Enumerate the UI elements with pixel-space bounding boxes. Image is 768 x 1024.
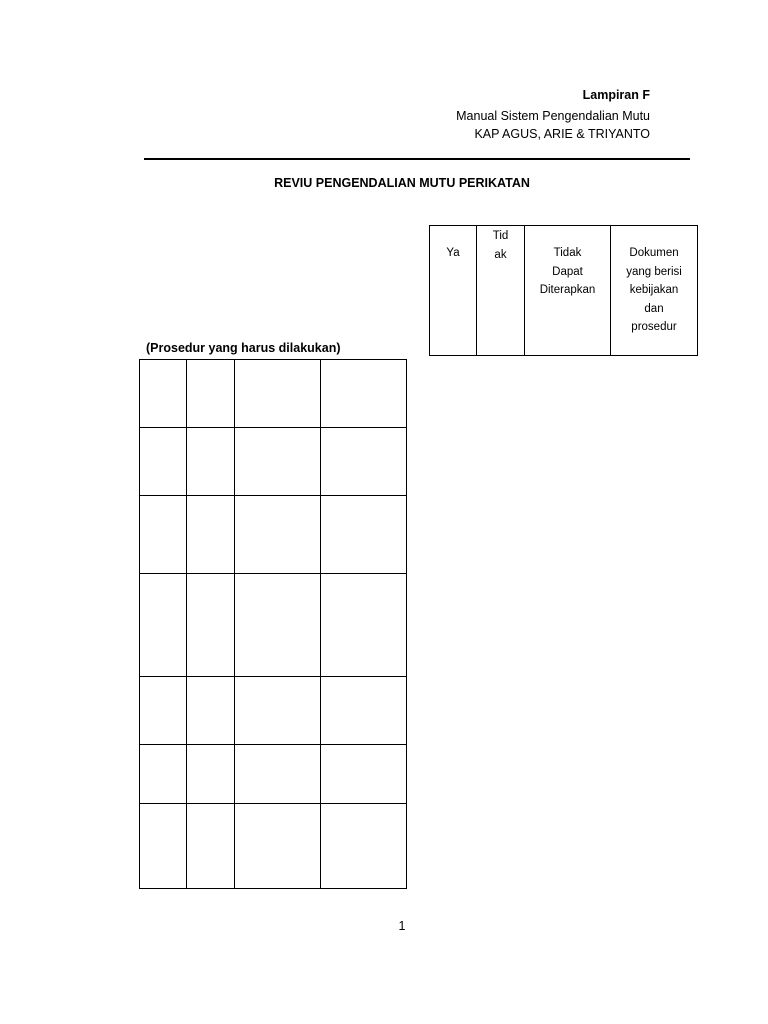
column-header-dokumen-label: Dokumen yang berisi kebijakan dan prosedur	[626, 247, 682, 334]
table-cell[interactable]	[235, 745, 321, 804]
document-title: REVIU PENGENDALIAN MUTU PERIKATAN	[274, 176, 530, 190]
table-cell[interactable]	[321, 428, 407, 496]
table-row	[140, 677, 407, 745]
header-divider	[144, 158, 690, 160]
table-cell[interactable]	[140, 428, 187, 496]
table-cell[interactable]	[235, 360, 321, 428]
table-cell[interactable]	[187, 574, 235, 677]
table-cell[interactable]	[321, 360, 407, 428]
table-row	[140, 360, 407, 428]
table-row	[140, 574, 407, 677]
answer-columns-header-row	[430, 226, 698, 356]
table-cell[interactable]	[321, 677, 407, 745]
table-cell[interactable]	[187, 428, 235, 496]
table-row	[140, 496, 407, 574]
column-header-dokumen	[611, 226, 698, 356]
column-header-tidak-label: Tid ak	[492, 230, 509, 261]
table-cell[interactable]	[187, 745, 235, 804]
answer-columns-header-table	[429, 225, 698, 356]
table-cell[interactable]	[321, 574, 407, 677]
table-cell[interactable]	[140, 496, 187, 574]
table-cell[interactable]	[235, 428, 321, 496]
table-row	[140, 804, 407, 889]
column-header-ya	[430, 226, 477, 356]
table-cell[interactable]	[235, 804, 321, 889]
table-cell[interactable]	[187, 677, 235, 745]
page-number: 1	[398, 919, 406, 933]
table-cell[interactable]	[235, 574, 321, 677]
table-cell[interactable]	[235, 496, 321, 574]
table-cell[interactable]	[140, 677, 187, 745]
table-cell[interactable]	[187, 496, 235, 574]
manual-title: Manual Sistem Pengendalian Mutu	[456, 109, 650, 123]
column-header-tidak	[477, 226, 525, 356]
procedure-label: (Prosedur yang harus dilakukan)	[146, 341, 341, 355]
table-cell[interactable]	[140, 574, 187, 677]
table-row	[140, 745, 407, 804]
table-cell[interactable]	[140, 360, 187, 428]
table-cell[interactable]	[140, 804, 187, 889]
table-cell[interactable]	[235, 677, 321, 745]
table-cell[interactable]	[321, 496, 407, 574]
table-cell[interactable]	[321, 745, 407, 804]
column-header-ya-label: Ya	[446, 247, 460, 259]
column-header-tidak-dapat-diterapkan	[525, 226, 611, 356]
procedure-table	[139, 359, 407, 889]
table-cell[interactable]	[321, 804, 407, 889]
firm-name: KAP AGUS, ARIE & TRIYANTO	[474, 127, 650, 141]
table-row	[140, 428, 407, 496]
table-cell[interactable]	[140, 745, 187, 804]
table-cell[interactable]	[187, 804, 235, 889]
table-cell[interactable]	[187, 360, 235, 428]
column-header-tidak-dapat-diterapkan-label: Tidak Dapat Diterapkan	[539, 247, 596, 297]
appendix-label: Lampiran F	[582, 88, 650, 102]
